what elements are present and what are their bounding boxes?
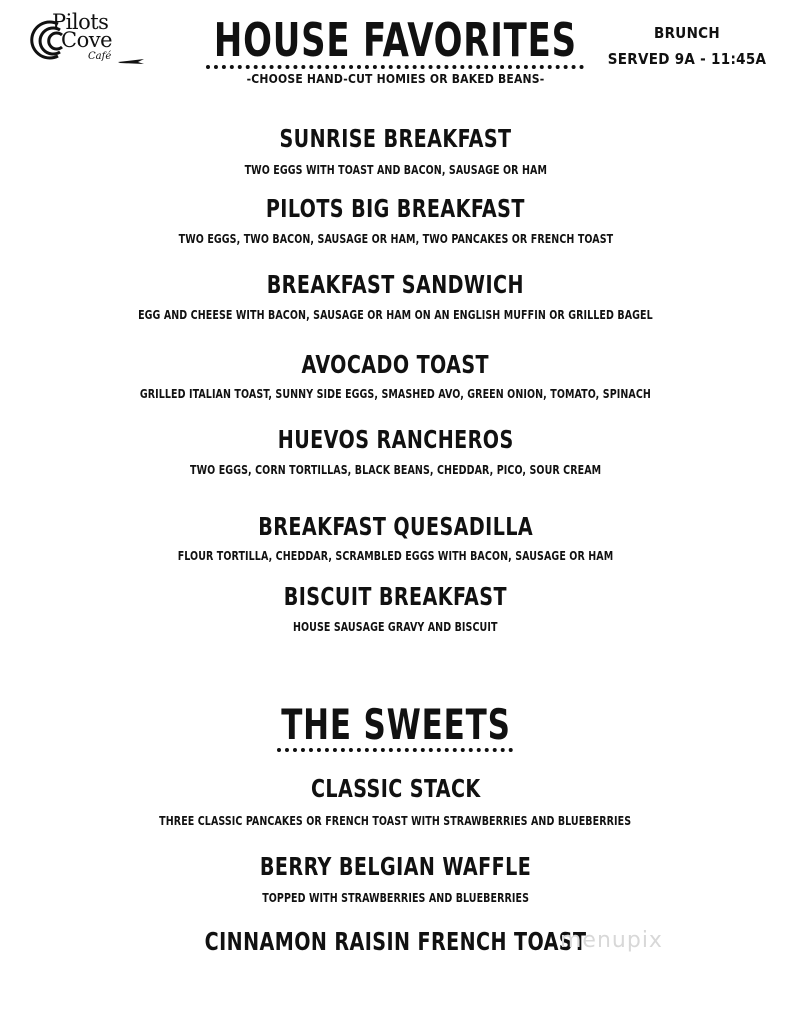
menu-item-description: TWO EGGS WITH TOAST AND BACON, SAUSAGE OR HAM bbox=[244, 163, 547, 177]
menu-item-name: AVOCADO TOAST bbox=[301, 350, 490, 379]
section-title-the-sweets: THE SWEETS bbox=[280, 700, 511, 749]
brunch-label: BRUNCH bbox=[654, 24, 720, 42]
menu-item-description: FLOUR TORTILLA, CHEDDAR, SCRAMBLED EGGS WITH BACON, SAUSAGE OR HAM bbox=[177, 549, 614, 563]
menu-item-name: CLASSIC STACK bbox=[310, 774, 481, 803]
menu-item-name: HUEVOS RANCHEROS bbox=[277, 425, 514, 454]
menu-item-name: BISCUIT BREAKFAST bbox=[283, 582, 508, 611]
dotted-divider bbox=[206, 65, 584, 69]
section-subtitle: -CHOOSE HAND-CUT HOMIES OR BAKED BEANS- bbox=[246, 72, 545, 86]
brunch-served-time: SERVED 9A - 11:45A bbox=[607, 50, 767, 68]
menu-item-name: PILOTS BIG BREAKFAST bbox=[266, 194, 525, 223]
menu-item-description: TOPPED WITH STRAWBERRIES AND BLUEBERRIES bbox=[262, 891, 529, 905]
menu-item-description: THREE CLASSIC PANCAKES OR FRENCH TOAST WITH STRAWBERRIES AND BLUEBERRIES bbox=[159, 814, 632, 828]
menu-item-description: GRILLED ITALIAN TOAST, SUNNY SIDE EGGS, SMASHED AVO, GREEN ONION, TOMATO, SPINACH bbox=[139, 387, 652, 401]
logo-text-pilots: Pilots bbox=[52, 10, 109, 34]
menu-item-name: CINNAMON RAISIN FRENCH TOAST bbox=[204, 927, 587, 956]
menu-item-name: BERRY BELGIAN WAFFLE bbox=[259, 852, 532, 881]
menu-item-name: BREAKFAST SANDWICH bbox=[266, 270, 525, 299]
menu-item-description: HOUSE SAUSAGE GRAVY AND BISCUIT bbox=[293, 620, 498, 634]
watermark: menupix bbox=[560, 928, 663, 953]
logo-text-cafe: Café bbox=[88, 51, 112, 62]
menu-item-description: EGG AND CHEESE WITH BACON, SAUSAGE OR HAM ON AN ENGLISH MUFFIN OR GRILLED BAGEL bbox=[138, 308, 653, 322]
menu-item-name: SUNRISE BREAKFAST bbox=[279, 124, 512, 153]
dotted-divider bbox=[277, 748, 513, 752]
menu-item-name: BREAKFAST QUESADILLA bbox=[258, 512, 533, 541]
menu-item-description: TWO EGGS, TWO BACON, SAUSAGE OR HAM, TWO PANCAKES OR FRENCH TOAST bbox=[178, 232, 613, 246]
logo-text-cove: Cove bbox=[61, 28, 113, 52]
menu-item-description: TWO EGGS, CORN TORTILLAS, BLACK BEANS, CHEDDAR, PICO, SOUR CREAM bbox=[189, 463, 602, 477]
section-title-house-favorites: HOUSE FAVORITES bbox=[213, 13, 578, 67]
